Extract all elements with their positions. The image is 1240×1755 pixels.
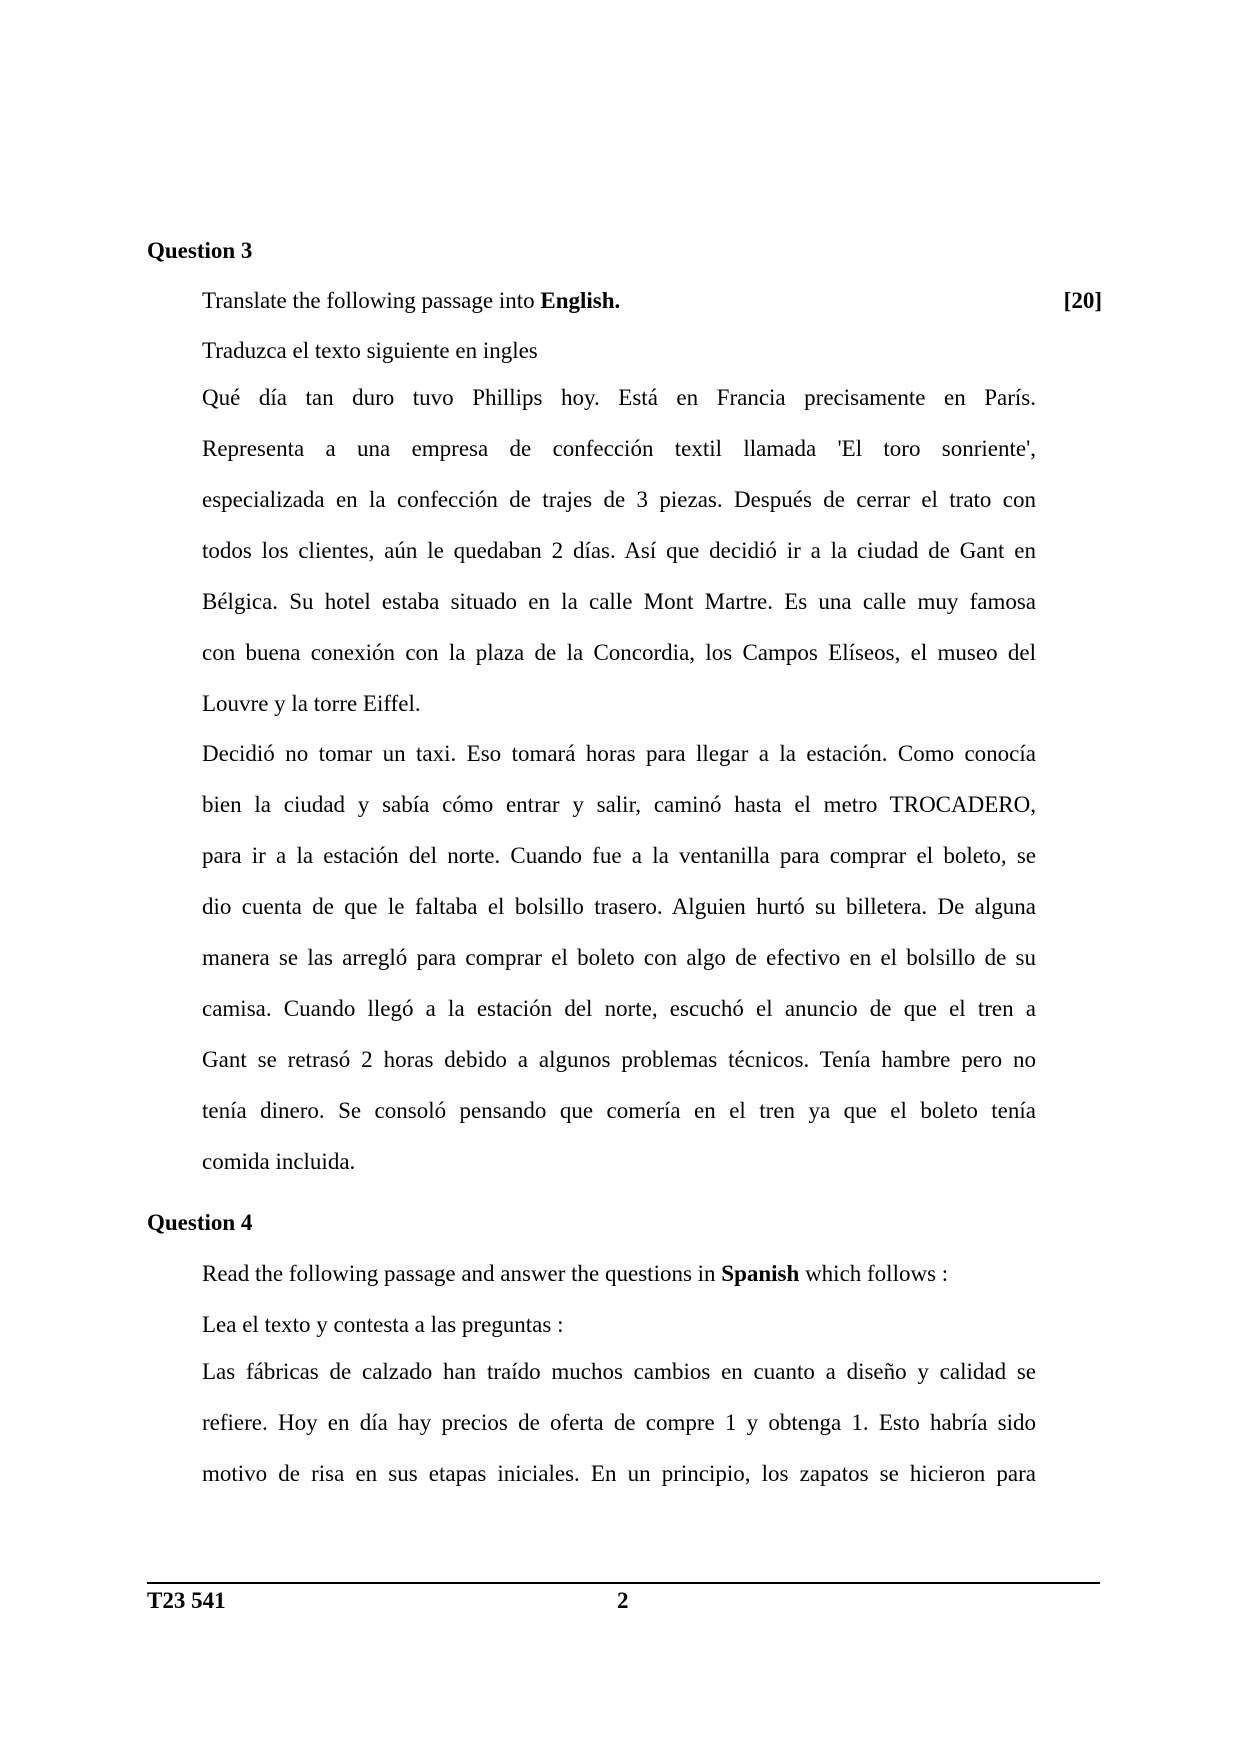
question-4-instruction <box>202 1259 948 1289</box>
question-3-heading: Question 3 <box>147 238 253 263</box>
passage-line: Qué día tan duro tuvo Phillips hoy. Está en Francia precisamente en París. <box>202 385 1036 410</box>
question-4-passage <box>202 1346 1036 1499</box>
passage-line: especializada en la confección de trajes de 3 piezas. Después de cerrar el trato con <box>202 487 1036 512</box>
passage-line: tenía dinero. Se consoló pensando que comería en el tren ya que el boleto tenía <box>202 1098 1036 1123</box>
passage-line: dio cuenta de que le faltaba el bolsillo trasero. Alguien hurtó su billetera. De alguna <box>202 894 1036 919</box>
paper-code: T23 541 <box>147 1588 226 1613</box>
passage-line: con buena conexión con la plaza de la Concordia, los Campos Elíseos, el museo del <box>202 640 1036 665</box>
passage-line: para ir a la estación del norte. Cuando fue a la ventanilla para comprar el boleto, se <box>202 843 1036 868</box>
passage-line: refiere. Hoy en día hay precios de oferta de compre 1 y obtenga 1. Esto habría sido <box>202 1410 1036 1435</box>
footer-divider <box>147 1582 1100 1584</box>
passage-line: todos los clientes, aún le quedaban 2 días. Así que decidió ir a la ciudad de Gant en <box>202 538 1036 563</box>
passage-line: bien la ciudad y sabía cómo entrar y salir, caminó hasta el metro TROCADERO, <box>202 792 1036 817</box>
passage-line: camisa. Cuando llegó a la estación del norte, escuchó el anuncio de que el tren a <box>202 996 1036 1021</box>
question-3-passage-paragraph-1 <box>202 372 1036 729</box>
instruction-text: Read the following passage and answer the questions in <box>202 1261 722 1286</box>
passage-line: comida incluida. <box>202 1149 356 1174</box>
instruction-language: English. <box>540 288 621 313</box>
passage-line: manera se las arregló para comprar el boleto con algo de efectivo en el bolsillo de su <box>202 945 1036 970</box>
passage-line: Representa a una empresa de confección textil llamada 'El toro sonriente', <box>202 436 1036 461</box>
passage-line: Louvre y la torre Eiffel. <box>202 691 421 716</box>
question-3-instruction <box>202 286 620 316</box>
question-3-passage-paragraph-2 <box>202 728 1036 1187</box>
question-4-heading: Question 4 <box>147 1210 253 1235</box>
passage-line: Bélgica. Su hotel estaba situado en la calle Mont Martre. Es una calle muy famosa <box>202 589 1036 614</box>
question-3-instruction-spanish: Traduzca el texto siguiente en ingles <box>202 338 538 363</box>
passage-line: motivo de risa en sus etapas iniciales. En un principio, los zapatos se hicieron para <box>202 1461 1036 1486</box>
instruction-language: Spanish <box>721 1261 800 1286</box>
question-3-marks: [20] <box>1063 288 1102 313</box>
passage-line: Gant se retrasó 2 horas debido a algunos problemas técnicos. Tenía hambre pero no <box>202 1047 1036 1072</box>
question-4-instruction-spanish: Lea el texto y contesta a las preguntas : <box>202 1312 564 1337</box>
passage-line: Las fábricas de calzado han traído muchos cambios en cuanto a diseño y calidad se <box>202 1359 1036 1384</box>
instruction-text: Translate the following passage into <box>202 288 541 313</box>
page-number: 2 <box>617 1588 629 1613</box>
passage-line: Decidió no tomar un taxi. Eso tomará horas para llegar a la estación. Como conocía <box>202 741 1036 766</box>
instruction-text-end: which follows : <box>799 1261 949 1286</box>
